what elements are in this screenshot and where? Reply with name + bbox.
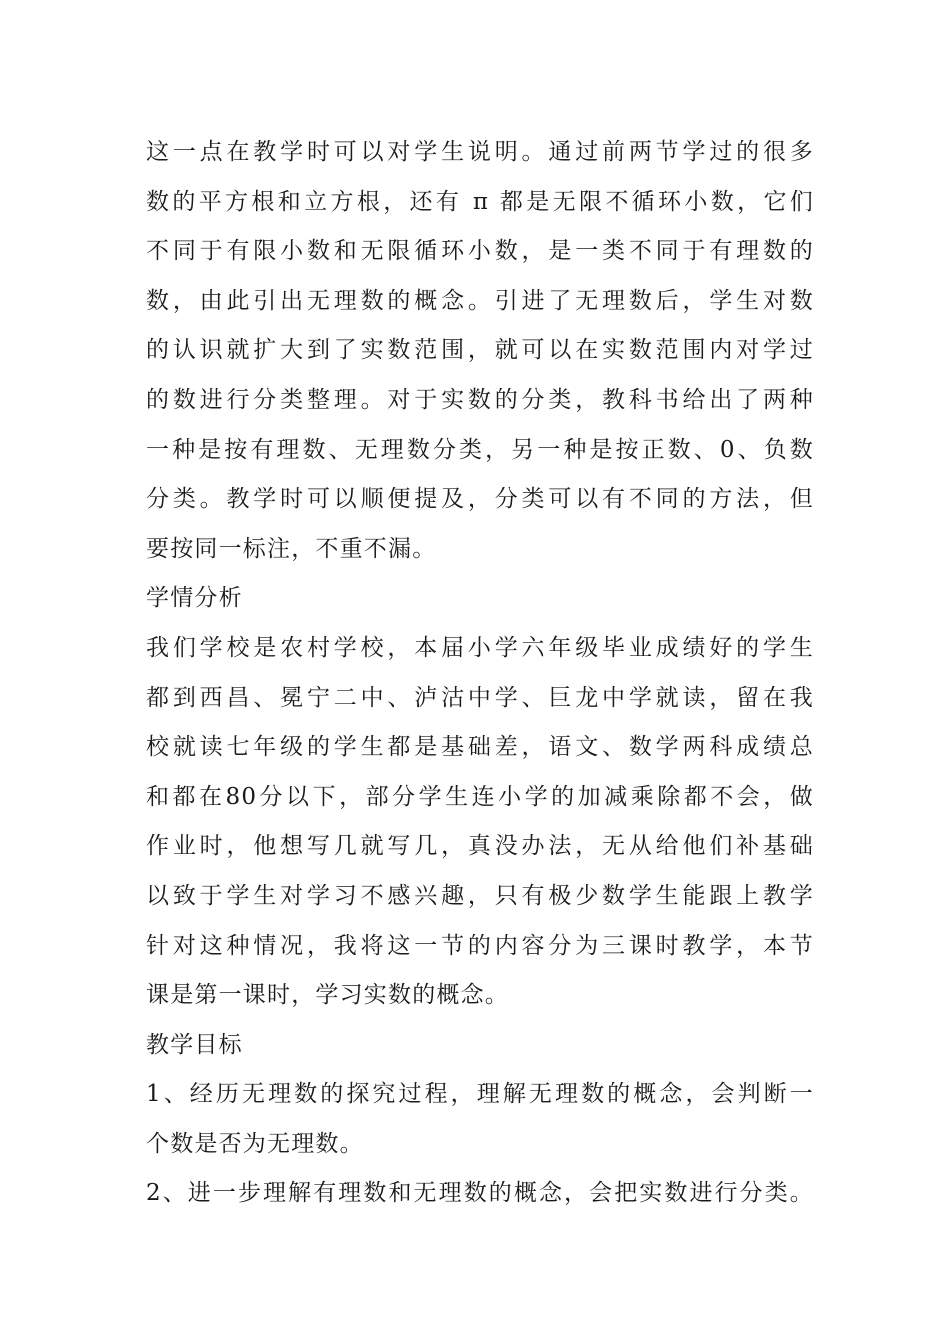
- text-line: 作业时，他想写几就写几，真没办法，无从给他们补基础: [146, 833, 814, 860]
- text-line: 数，由此引出无理数的概念。引进了无理数后，学生对数: [146, 287, 814, 314]
- text-line: 课是第一课时，学习实数的概念。: [146, 982, 509, 1009]
- text-line: 1、经历无理数的探究过程，理解无理数的概念，会判断一: [146, 1081, 814, 1108]
- document-page: [146, 128, 814, 1219]
- text-line: 一种是按有理数、无理数分类，另一种是按正数、0、负数: [146, 436, 814, 463]
- paragraph-student-analysis: [146, 624, 814, 1021]
- text-line: 和都在80分以下，部分学生连小学的加减乘除都不会，做: [146, 783, 814, 810]
- text-line: 针对这种情况，我将这一节的内容分为三课时教学，本节: [146, 932, 814, 959]
- text-line: 2、进一步理解有理数和无理数的概念，会把实数进行分类。: [146, 1180, 814, 1207]
- text-line: 不同于有限小数和无限循环小数，是一类不同于有理数的: [146, 238, 814, 265]
- paragraph-goal-1: [146, 1070, 814, 1169]
- text-line: 这一点在教学时可以对学生说明。通过前两节学过的很多: [146, 139, 814, 165]
- text-line: 的认识就扩大到了实数范围，就可以在实数范围内对学过: [146, 337, 814, 364]
- text-line: 我们学校是农村学校，本届小学六年级毕业成绩好的学生: [146, 634, 814, 661]
- text-line: 校就读七年级的学生都是基础差，语文、数学两科成绩总: [146, 734, 814, 761]
- text-line: 个数是否为无理数。: [146, 1130, 364, 1157]
- paragraph-intro: [146, 128, 814, 574]
- section-heading-student-analysis: 学情分析: [146, 585, 243, 612]
- text-line: 以致于学生对学习不感兴趣，只有极少数学生能跟上教学: [146, 882, 814, 909]
- text-line: 分类。教学时可以顺便提及，分类可以有不同的方法，但: [146, 486, 814, 513]
- text-line: 都到西昌、冕宁二中、泸沽中学、巨龙中学就读，留在我: [146, 684, 814, 711]
- section-heading-teaching-goals: 教学目标: [146, 1031, 243, 1058]
- text-line: 要按同一标注，不重不漏。: [146, 535, 437, 562]
- text-line: 数的平方根和立方根，还有 π 都是无限不循环小数，它们: [146, 188, 814, 215]
- paragraph-goal-2: [146, 1169, 814, 1219]
- text-line: 的数进行分类整理。对于实数的分类，教科书给出了两种: [146, 386, 814, 413]
